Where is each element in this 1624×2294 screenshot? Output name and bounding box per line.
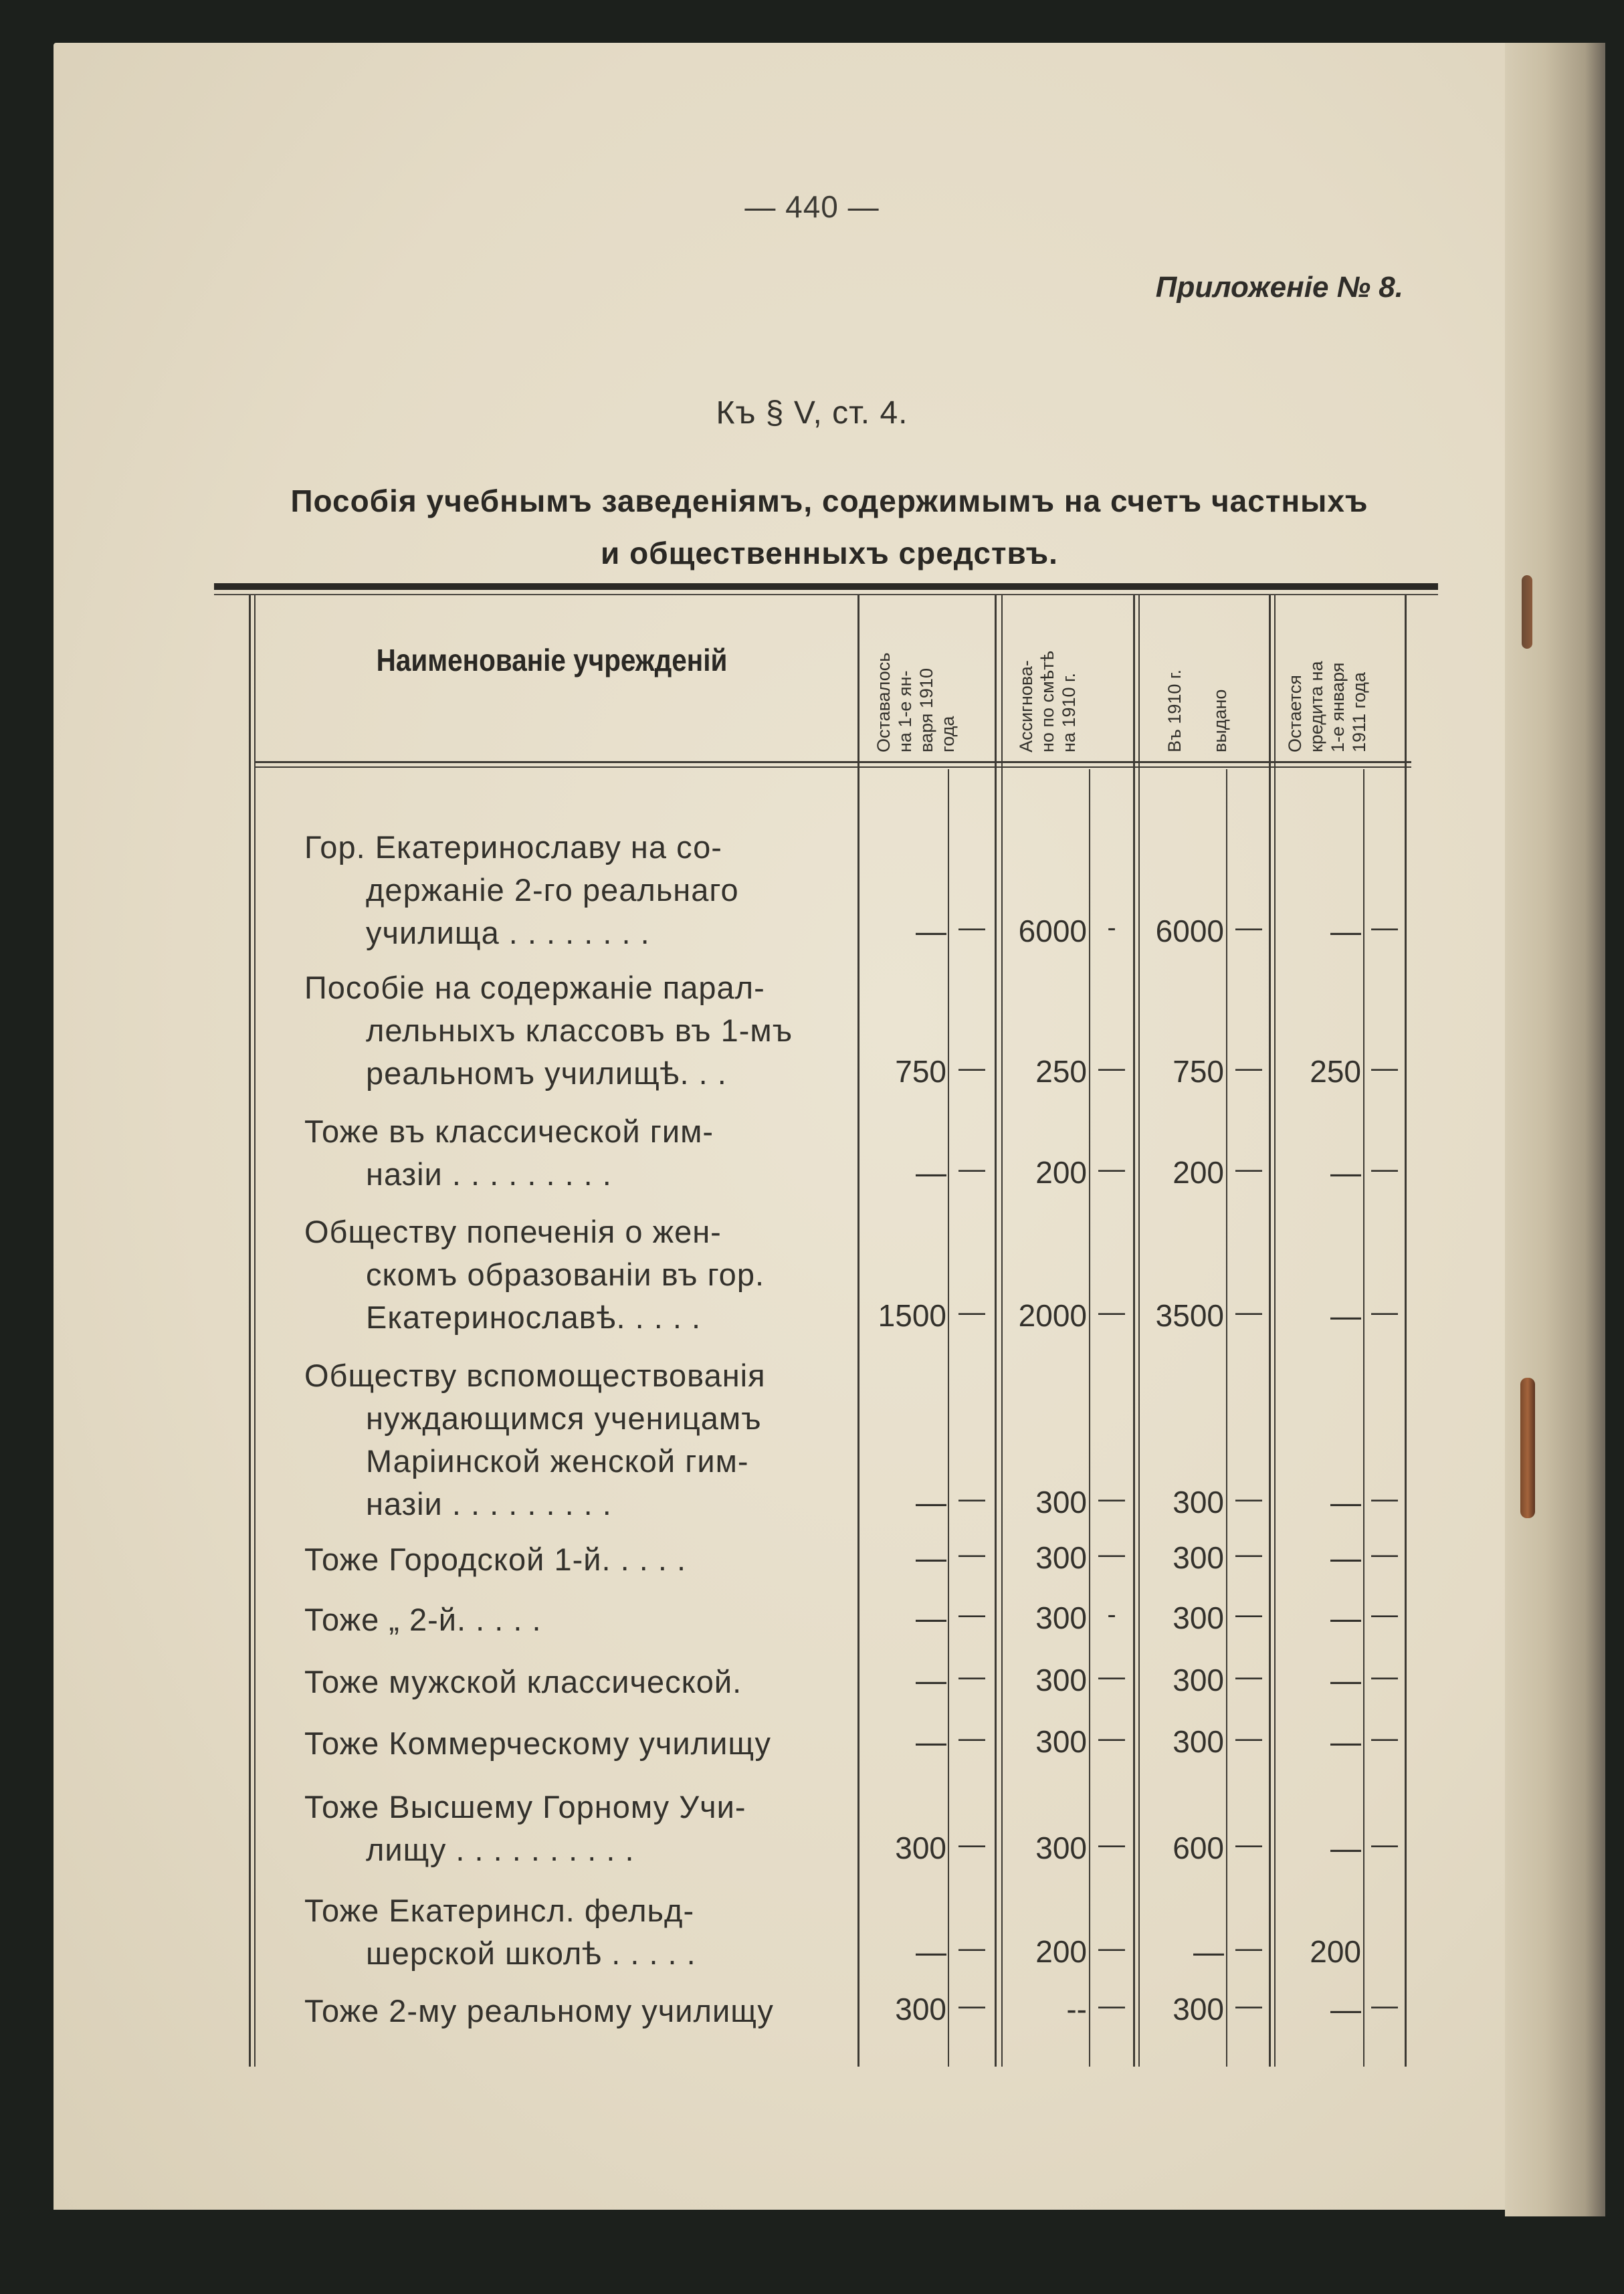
- table-cell: —: [1371, 1297, 1398, 1327]
- table-cell: —: [1371, 1600, 1398, 1629]
- table-cell: —: [1098, 1484, 1125, 1514]
- row-name-line: училища . . . . . . . .: [366, 915, 650, 950]
- table-row-name: [304, 1538, 846, 1581]
- row-name-line: Тоже „ 2-й. . . . .: [304, 1602, 542, 1637]
- table-cell: 300: [1035, 1831, 1087, 1865]
- table-cell: —: [958, 1600, 985, 1629]
- table-cell: —: [958, 1991, 985, 2020]
- table-cell: -: [1107, 913, 1116, 942]
- table-cell: —: [1235, 1662, 1262, 1691]
- table-cell: 750: [1173, 1054, 1224, 1089]
- table-row-name: [304, 1990, 846, 2032]
- table-cell: —: [958, 1053, 985, 1083]
- col-sep-4-double: [1274, 595, 1276, 2067]
- table-cell: —: [1098, 1724, 1125, 1753]
- row-name-line: шерской школѣ . . . . .: [366, 1936, 696, 1971]
- table-row-name: [304, 1354, 846, 1526]
- table-cell: 6000: [1155, 914, 1224, 948]
- col-sep-2b: [1089, 769, 1090, 2067]
- table-cell: —: [958, 1297, 985, 1327]
- table-cell: —: [1330, 914, 1361, 948]
- col-sep-3b: [1226, 769, 1227, 2067]
- col-sep-4b: [1363, 769, 1364, 2067]
- table-cell: 300: [1173, 1485, 1224, 1520]
- table-cell: --: [1066, 1992, 1087, 2026]
- header-issued-1910: Въ 1910 г. выдано: [1164, 669, 1230, 752]
- row-name-line: назіи . . . . . . . . .: [366, 1486, 612, 1522]
- table-cell: —: [1235, 1053, 1262, 1083]
- row-name-line: Гор. Екатеринославу на со-: [304, 829, 722, 865]
- table-cell: —: [1330, 1540, 1361, 1575]
- table-cell: —: [916, 1724, 946, 1759]
- row-name-line: Тоже Екатеринсл. фельд-: [304, 1893, 695, 1928]
- header-separator: [254, 761, 1411, 763]
- col-sep-4: [1269, 595, 1271, 2067]
- table-cell: 300: [1173, 1663, 1224, 1697]
- table-row-name: [304, 1211, 846, 1339]
- table-cell: —: [1235, 1540, 1262, 1569]
- table-cell: —: [1098, 1934, 1125, 1963]
- table-cell: —: [916, 1600, 946, 1635]
- header-institution-name: Наименованіе учрежденій: [376, 643, 728, 677]
- table-cell: —: [1371, 913, 1398, 942]
- table-cell: —: [1235, 1484, 1262, 1514]
- top-thin-rule: [214, 594, 1438, 595]
- table-cell: —: [1235, 1991, 1262, 2020]
- table-cell: —: [1098, 1540, 1125, 1569]
- row-name-line: скомъ образованіи въ гор.: [366, 1257, 765, 1292]
- table-cell: 3500: [1155, 1298, 1224, 1333]
- section-reference: Къ § V, ст. 4.: [716, 395, 908, 431]
- table-cell: —: [1098, 1297, 1125, 1327]
- table-cell: 750: [895, 1054, 946, 1089]
- top-thick-rule: [214, 583, 1438, 590]
- table-cell: —: [1371, 1484, 1398, 1514]
- col-sep-2: [995, 595, 997, 2067]
- table-cell: —: [1371, 1154, 1398, 1184]
- table-cell: —: [1371, 1662, 1398, 1691]
- row-name-line: Тоже Коммерческому училищу: [304, 1726, 772, 1761]
- table-row-name: [304, 1110, 846, 1196]
- table-row-name: [304, 1661, 846, 1703]
- table-cell: —: [958, 1934, 985, 1963]
- table-cell: —: [958, 1662, 985, 1691]
- table-cell: —: [1235, 1600, 1262, 1629]
- row-name-line: Тоже 2-му реальному училищу: [304, 1993, 774, 2028]
- table-cell: —: [1235, 1934, 1262, 1963]
- table-cell: -: [1107, 1600, 1116, 1629]
- table-row-name: [304, 1722, 846, 1765]
- col-sep-3-double: [1138, 595, 1140, 2067]
- appendix-label: Приложеніе № 8.: [1155, 271, 1403, 304]
- table-cell: —: [1330, 1600, 1361, 1635]
- table-cell: 300: [1173, 1600, 1224, 1635]
- row-name-line: реальномъ училищѣ. . .: [366, 1055, 727, 1091]
- row-name-line: Обществу вспомоществованія: [304, 1358, 766, 1393]
- row-name-line: Пособіе на содержаніе парал-: [304, 970, 765, 1005]
- header-remaining-1911: Остается кредита на 1-е января 1911 года: [1285, 661, 1369, 752]
- table-cell: —: [1098, 1053, 1125, 1083]
- row-name-line: Маріинской женской гим-: [366, 1443, 749, 1479]
- page-gutter: [1505, 43, 1605, 2216]
- col-sep-3: [1133, 595, 1135, 2067]
- row-name-line: Обществу попеченія о жен-: [304, 1214, 722, 1249]
- table-cell: —: [958, 1830, 985, 1859]
- col-sep-2-double: [1001, 595, 1003, 2067]
- table-cell: 300: [895, 1992, 946, 2026]
- table-row-name: [304, 966, 846, 1095]
- table-cell: 2000: [1018, 1298, 1087, 1333]
- header-allocated-1910: Ассигнова- но по смѣтѣ на 1910 г.: [1016, 650, 1079, 752]
- table-cell: —: [1098, 1991, 1125, 2020]
- table-left-border-inner: [254, 595, 256, 2067]
- row-name-line: Тоже мужской классической.: [304, 1664, 742, 1699]
- table-cell: —: [916, 1934, 946, 1969]
- table-cell: 300: [1035, 1540, 1087, 1575]
- table-cell: 1500: [878, 1298, 946, 1333]
- table-cell: —: [1235, 1830, 1262, 1859]
- table-cell: 600: [1173, 1831, 1224, 1865]
- table-cell: —: [1330, 1485, 1361, 1520]
- table-cell: —: [916, 1663, 946, 1697]
- table-cell: —: [1371, 1830, 1398, 1859]
- header-remaining-1910: Оставалось на 1-е ян- варя 1910 года: [874, 652, 958, 752]
- col-sep-1b: [948, 769, 949, 2067]
- row-name-line: Тоже Городской 1-й. . . . .: [304, 1542, 687, 1577]
- table-row-name: [304, 1786, 846, 1871]
- table-cell: —: [1371, 1991, 1398, 2020]
- page-number: — 440 —: [744, 189, 880, 224]
- table-cell: 300: [1173, 1992, 1224, 2026]
- table-cell: —: [1235, 1297, 1262, 1327]
- table-cell: —: [1193, 1934, 1224, 1969]
- table-cell: —: [1235, 913, 1262, 942]
- row-name-line: Екатеринославѣ. . . . .: [366, 1299, 702, 1335]
- table-cell: —: [1098, 1830, 1125, 1859]
- row-name-line: держаніе 2-го реальнаго: [366, 872, 739, 908]
- table-cell: —: [1371, 1540, 1398, 1569]
- table-cell: 250: [1310, 1054, 1361, 1089]
- table-heading: [241, 475, 1418, 579]
- table-cell: —: [916, 1540, 946, 1575]
- row-name-line: Тоже Высшему Горному Учи-: [304, 1789, 746, 1824]
- table-cell: —: [958, 1154, 985, 1184]
- table-cell: 300: [1035, 1724, 1087, 1759]
- table-cell: —: [1371, 1053, 1398, 1083]
- table-cell: 300: [1173, 1540, 1224, 1575]
- table-cell: —: [916, 914, 946, 948]
- table-cell: 250: [1035, 1054, 1087, 1089]
- table-cell: 300: [1173, 1724, 1224, 1759]
- row-name-line: Тоже въ классической гим-: [304, 1114, 714, 1149]
- table-cell: —: [916, 1485, 946, 1520]
- table-cell: 300: [1035, 1485, 1087, 1520]
- table-cell: —: [1330, 1724, 1361, 1759]
- table-cell: —: [1371, 1724, 1398, 1753]
- table-cell: —: [1098, 1662, 1125, 1691]
- table-row-name: [304, 1598, 846, 1641]
- table-cell: —: [1330, 1992, 1361, 2026]
- edge-stain: [1522, 575, 1532, 649]
- table-row-name: [304, 826, 846, 954]
- table-cell: —: [958, 913, 985, 942]
- edge-stain: [1520, 1378, 1535, 1518]
- table-cell: —: [1330, 1155, 1361, 1190]
- table-cell: —: [958, 1724, 985, 1753]
- table-cell: 200: [1310, 1934, 1361, 1969]
- table-left-border: [249, 595, 251, 2067]
- heading-line-2: и общественныхъ средствъ.: [601, 536, 1058, 570]
- row-name-line: назіи . . . . . . . . .: [366, 1156, 612, 1192]
- table-cell: —: [1330, 1663, 1361, 1697]
- table-cell: —: [1330, 1298, 1361, 1333]
- table-cell: —: [958, 1484, 985, 1514]
- table-cell: 300: [895, 1831, 946, 1865]
- table-cell: —: [1330, 1831, 1361, 1865]
- table-cell: —: [916, 1155, 946, 1190]
- table-row-name: [304, 1889, 846, 1975]
- table-cell: —: [958, 1540, 985, 1569]
- row-name-line: нуждающимся ученицамъ: [366, 1400, 762, 1436]
- table-cell: —: [1235, 1154, 1262, 1184]
- table-cell: 300: [1035, 1663, 1087, 1697]
- table-cell: 200: [1035, 1934, 1087, 1969]
- table-right-border: [1405, 595, 1407, 2067]
- table-cell: 200: [1035, 1155, 1087, 1190]
- header-separator-inner: [254, 766, 1411, 768]
- table-cell: 300: [1035, 1600, 1087, 1635]
- heading-line-1: Пособія учебнымъ заведеніямъ, содержимымъ на счетъ частныхъ: [290, 484, 1368, 518]
- row-name-line: лищу . . . . . . . . . .: [366, 1832, 635, 1867]
- row-name-line: лельныхъ классовъ въ 1-мъ: [366, 1013, 793, 1048]
- table-cell: 200: [1173, 1155, 1224, 1190]
- table-cell: 6000: [1018, 914, 1087, 948]
- table-cell: —: [1098, 1154, 1125, 1184]
- table-cell: —: [1235, 1724, 1262, 1753]
